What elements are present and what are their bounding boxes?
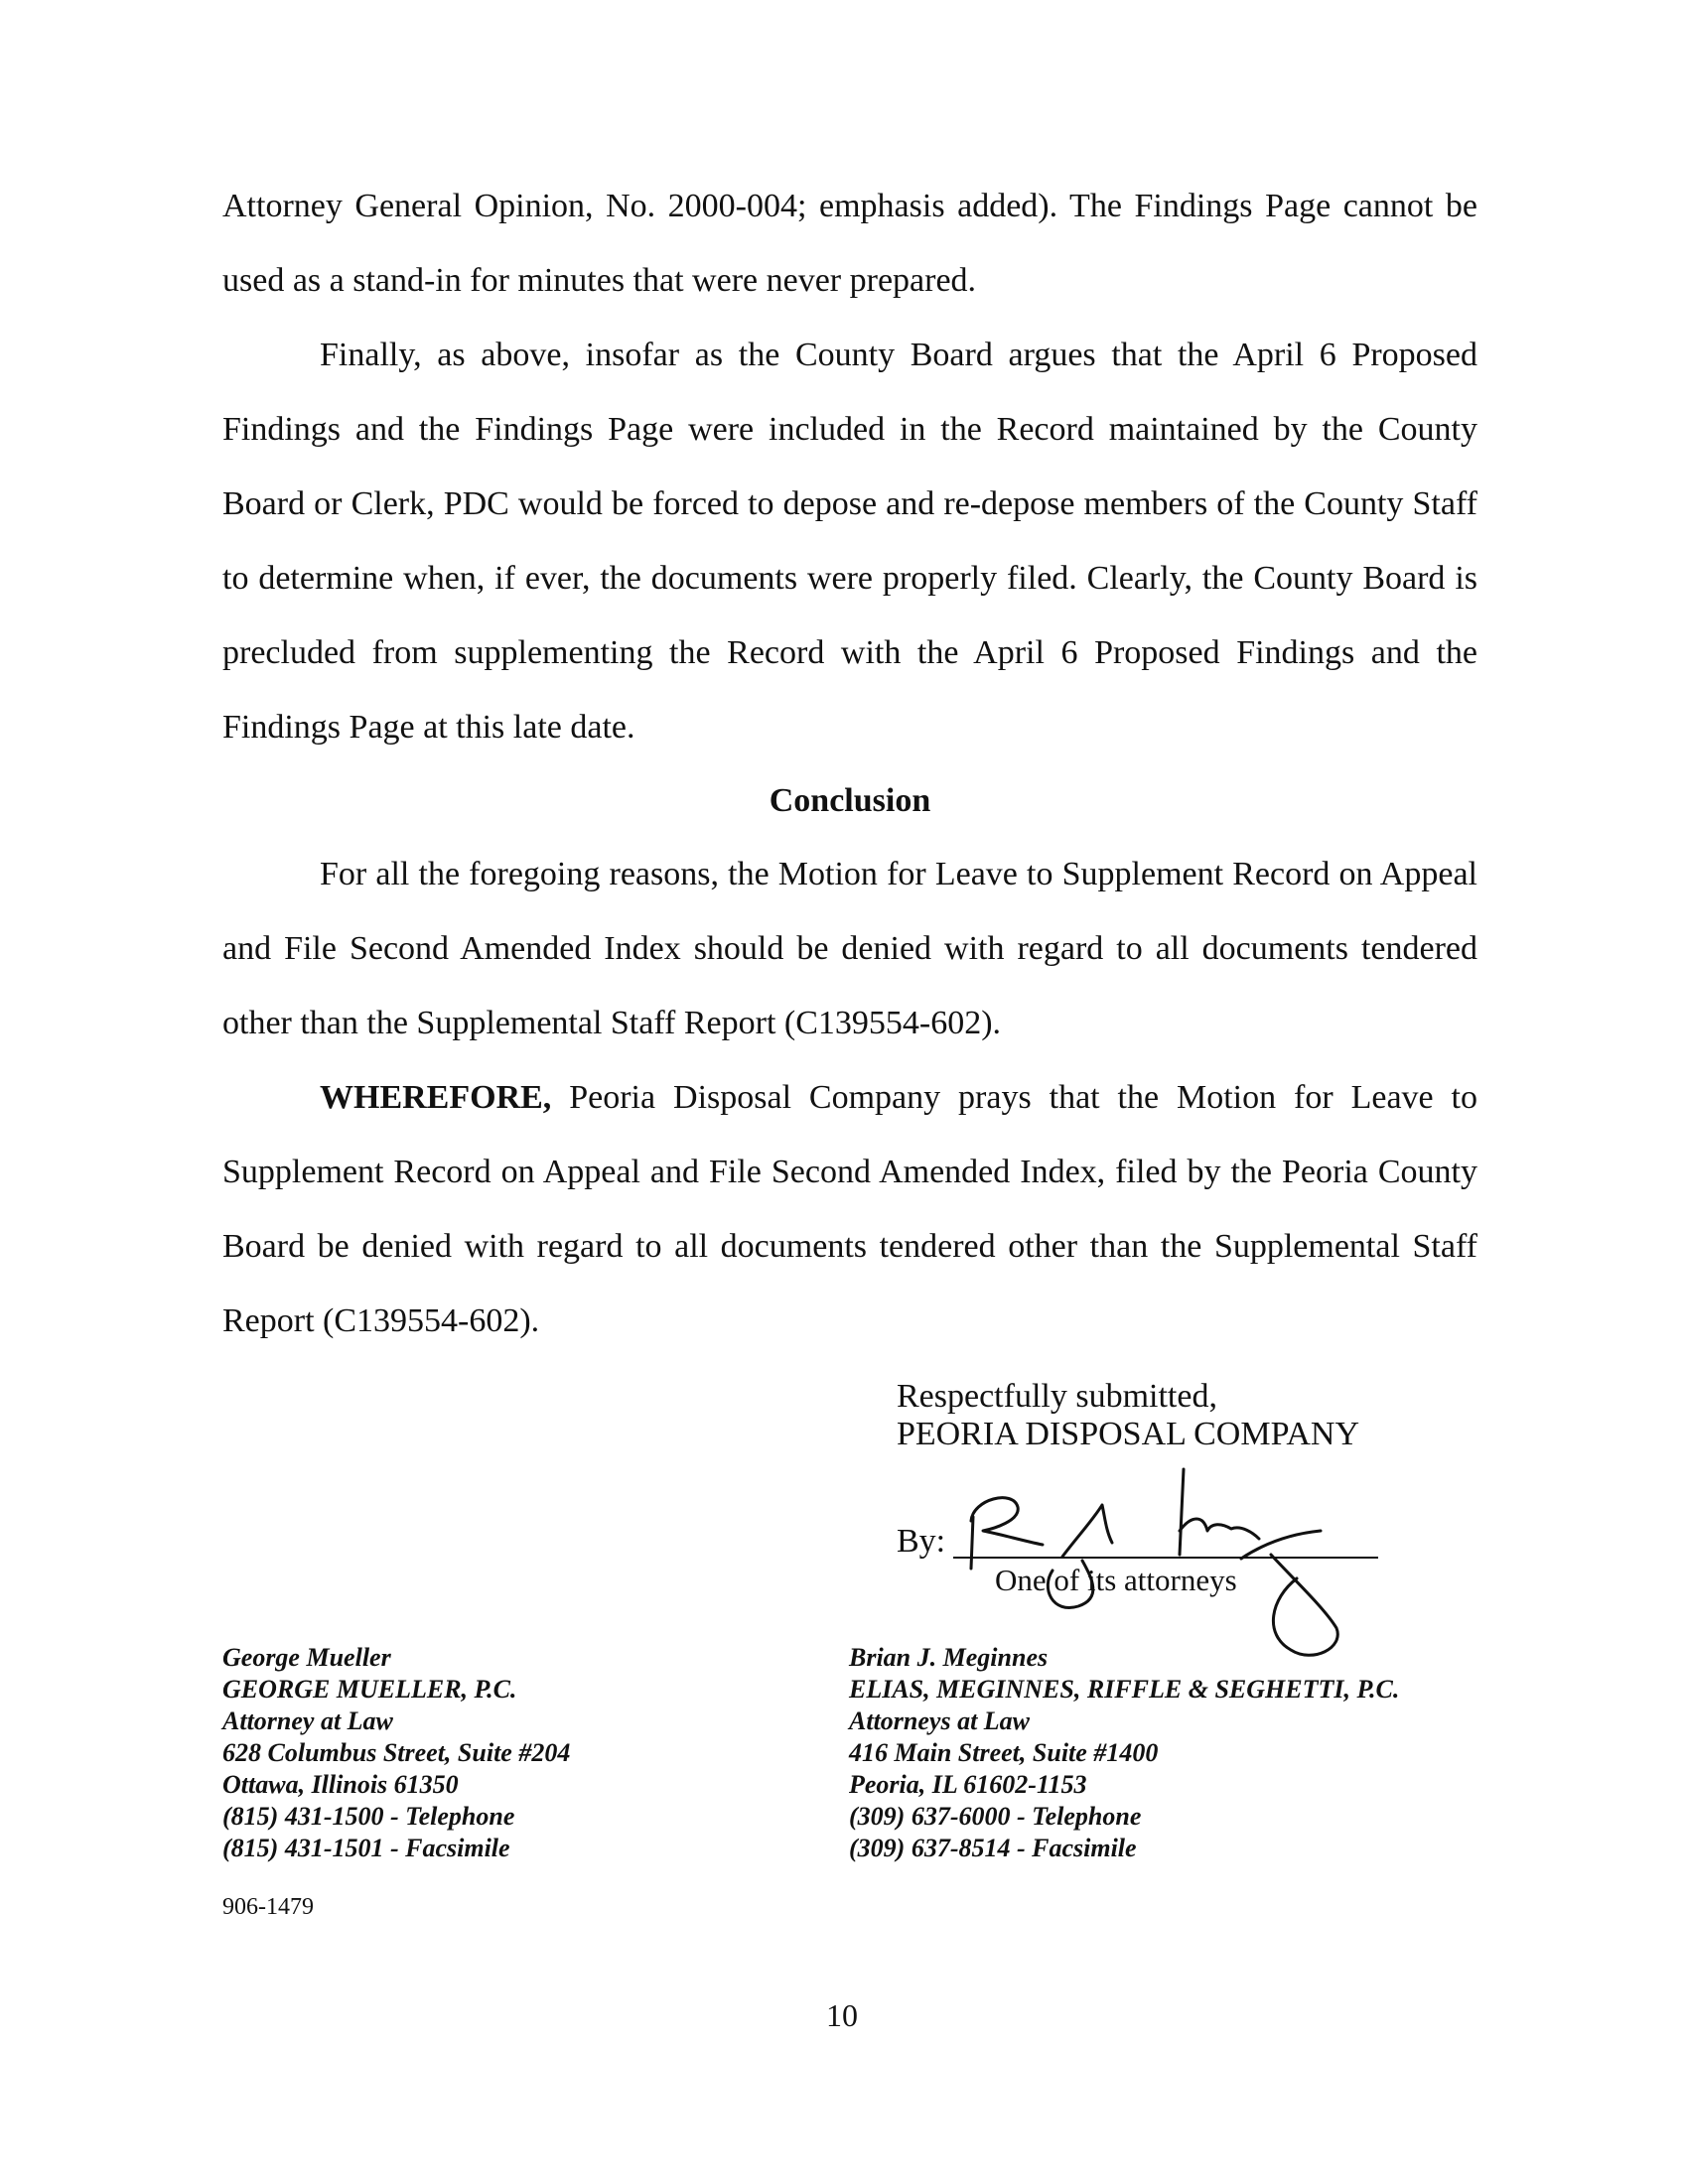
respectfully-submitted: Respectfully submitted, xyxy=(897,1378,1217,1415)
paragraph-foregoing: For all the foregoing reasons, the Motion for Leave to Supplement Record on Appeal and File Second Amended Index should be denied with regard to all documents tendered other than the Supplemental Staff Report (C139554-602). xyxy=(222,856,1477,1041)
conclusion-heading: Conclusion xyxy=(769,782,931,819)
signature-caption: One of its attorneys xyxy=(995,1563,1237,1597)
wherefore-label: WHEREFORE, xyxy=(320,1079,552,1116)
facsimile: (815) 431-1501 - Facsimile xyxy=(222,1834,510,1862)
attorney-title: Attorney at Law xyxy=(222,1706,393,1735)
page-number: 10 xyxy=(826,1997,858,2033)
wherefore-text: Peoria Disposal Company prays that the Motion for Leave to Supplement Record on Appeal and File Second Amended Index, filed by the Peoria County Board be denied with regard to all documents tendered other than the Supplemental Staff Report (C139554-602). xyxy=(222,1079,1477,1339)
signature-line xyxy=(953,1557,1378,1559)
document-number: 906-1479 xyxy=(222,1894,314,1920)
street-address: 628 Columbus Street, Suite #204 xyxy=(222,1738,571,1767)
attorney-name: George Mueller xyxy=(222,1643,391,1672)
counsel-block-mueller xyxy=(222,1642,570,1864)
attorney-title: Attorneys at Law xyxy=(849,1706,1031,1735)
counsel-block-meginnes xyxy=(849,1642,1399,1864)
handwritten-signature xyxy=(943,1459,1400,1658)
firm-name: GEORGE MUELLER, P.C. xyxy=(222,1675,517,1704)
paragraph-opinion: Attorney General Opinion, No. 2000-004; emphasis added). The Findings Page cannot be used as a stand-in for minutes that were never prepared. xyxy=(222,188,1477,299)
facsimile: (309) 637-8514 - Facsimile xyxy=(849,1834,1137,1862)
city-state-zip: Peoria, IL 61602-1153 xyxy=(849,1770,1087,1799)
paragraph-finally: Finally, as above, insofar as the County Board argues that the April 6 Proposed Findings and the Findings Page were included in the Record maintained by the County Board or Clerk, PDC would be forced to depose and re-depose members of the County Staff to determine when, if ever, the documents were properly filed. Clearly, the County Board is precluded from supplementing the Record with the April 6 Proposed Findings and the Findings Page at this late date. xyxy=(222,337,1477,746)
by-label: By: xyxy=(897,1523,946,1560)
attorney-name: Brian J. Meginnes xyxy=(849,1643,1049,1672)
street-address: 416 Main Street, Suite #1400 xyxy=(849,1738,1159,1767)
paragraph-wherefore xyxy=(222,1060,1477,1358)
telephone: (309) 637-6000 - Telephone xyxy=(849,1802,1142,1831)
telephone: (815) 431-1500 - Telephone xyxy=(222,1802,515,1831)
city-state-zip: Ottawa, Illinois 61350 xyxy=(222,1770,459,1799)
submission-block xyxy=(897,1378,1359,1453)
company-name: PEORIA DISPOSAL COMPANY xyxy=(897,1416,1360,1452)
firm-name: ELIAS, MEGINNES, RIFFLE & SEGHETTI, P.C. xyxy=(849,1675,1400,1704)
